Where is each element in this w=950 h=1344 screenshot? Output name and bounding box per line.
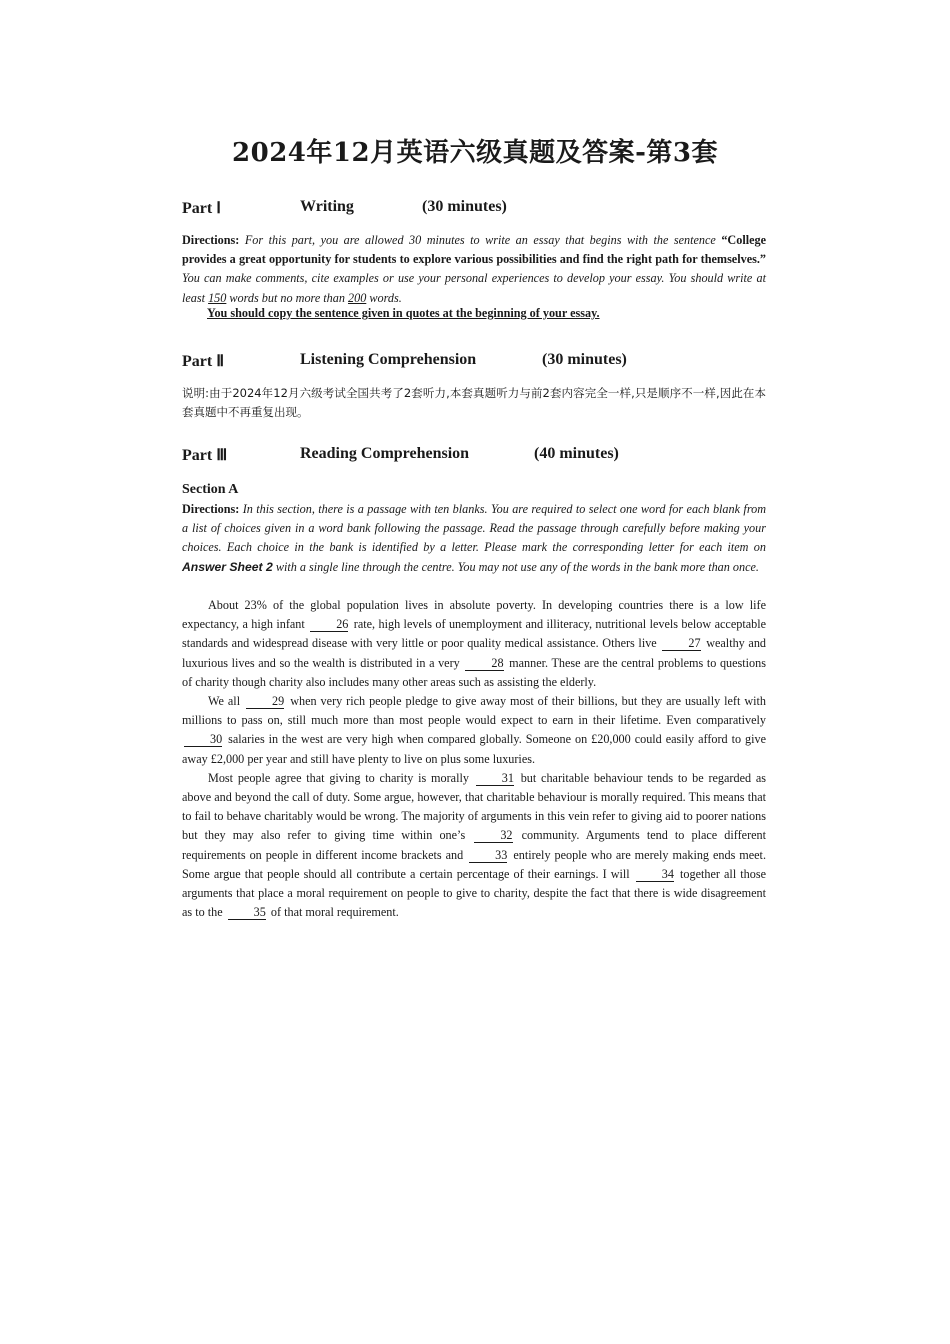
blank-34: 34 <box>636 868 674 882</box>
part-3-time: (40 minutes) <box>534 445 619 462</box>
part-2-time: (30 minutes) <box>542 351 627 368</box>
passage-text: of that moral requirement. <box>270 905 399 920</box>
page-title: 2024年12月英语六级真题及答案-第3套 <box>232 138 718 168</box>
blank-28: 28 <box>465 657 503 671</box>
part-1-name: Writing <box>300 198 354 215</box>
directions-text: In this section, there is a passage with ten blanks. You are required to select one word for each blank from a list of choices given in a word bank following the passage. Read the passage through carefully before making your choices. Each choice in the bank is identified by a letter. Please mark the corresponding letter for each item on <box>182 502 767 555</box>
part-3-label: Part Ⅲ <box>182 447 228 464</box>
directions-text-between: words but no more than <box>229 290 345 305</box>
blank-33: 33 <box>469 849 507 863</box>
passage-text: We all <box>208 694 241 709</box>
passage-paragraph <box>182 769 766 923</box>
part-1-heading <box>182 198 782 222</box>
blank-31: 31 <box>476 772 514 786</box>
passage-text: manner. These are the central problems to questions of charity though charity also includes many other areas such as assisting the elderly. <box>182 655 766 689</box>
passage-text: Most people agree that giving to charity is morally <box>208 770 469 785</box>
part-1-time: (30 minutes) <box>422 198 507 215</box>
directions-text-mid: You can make comments, cite examples or use your personal experiences to develop your essay. You should write at least <box>182 271 766 305</box>
passage-text: About 23% of the global population lives in absolute poverty. In developing countries there is a low life expectancy, a high infant <box>182 598 766 632</box>
passage-text: together all those arguments that place a moral requirement on people to give to charity, despite the fact that there is wide disagreement as to the <box>182 866 767 920</box>
max-words: 200 <box>348 290 367 305</box>
directions-text: For this part, you are allowed 30 minutes to write an essay that begins with the sentence <box>244 233 716 247</box>
passage-text: wealthy and luxurious lives and so the wealth is distributed in a very <box>182 636 766 670</box>
part-3-name: Reading Comprehension <box>300 445 470 462</box>
copy-note: You should copy the sentence given in quotes at the beginning of your essay. <box>207 306 600 320</box>
passage-paragraph <box>182 596 766 692</box>
reading-passage <box>182 596 766 922</box>
part-3-heading <box>182 445 782 469</box>
passage-text: rate, high levels of unemployment and illiteracy, nutritional levels below acceptable standards and widespread disease with very little or poor quality medical assistance. Others live <box>182 617 767 651</box>
blank-30: 30 <box>184 733 222 747</box>
passage-text: entirely people who are merely making ends meet. Some argue that people should all contribute a certain percentage of their earnings. I will <box>182 847 766 881</box>
directions-label: Directions: <box>182 502 240 516</box>
answer-sheet-label: Answer Sheet 2 <box>182 559 273 574</box>
part-2-label: Part Ⅱ <box>182 353 225 370</box>
directions-quote: “College provides a great opportunity for students to explore various possibilities and find the right path for themselves.” <box>182 233 767 267</box>
part-1-label: Part Ⅰ <box>182 200 221 217</box>
blank-26: 26 <box>310 618 348 632</box>
part-2-heading <box>182 351 782 375</box>
part-1-directions <box>182 231 766 308</box>
passage-text: salaries in the west are very high when compared globally. Someone on £20,000 could easily afford to give away £2,000 per year and still have plenty to live on plus some luxuries. <box>182 732 766 766</box>
part-2-name: Listening Comprehension <box>300 351 477 368</box>
section-a-directions <box>182 500 766 577</box>
directions-text-end: words. <box>369 290 402 305</box>
directions-text-end: with a single line through the centre. You may not use any of the words in the bank more than once. <box>275 559 759 574</box>
blank-29: 29 <box>246 695 284 709</box>
min-words: 150 <box>208 290 227 305</box>
blank-32: 32 <box>474 829 512 843</box>
blank-35: 35 <box>228 906 266 920</box>
passage-paragraph <box>182 692 766 769</box>
passage-text: community. Arguments tend to place different requirements on people in different income brackets and <box>182 828 767 862</box>
passage-text: when very rich people pledge to give away most of their billions, but they are usually left with millions to pass on, still much more than most people would expect to earn in their lifetime. Even comparatively <box>182 694 767 728</box>
passage-text: but charitable behaviour tends to be regarded as above and beyond the call of duty. Some argue, however, that charitable behaviour is morally required. This means that to fail to behave charitably would be wrong. The majority of arguments in this vein refer to giving aid to poorer nations but they may also refer to giving time within one’s <box>182 770 767 843</box>
section-a-heading: Section A <box>182 482 239 497</box>
blank-27: 27 <box>662 637 700 651</box>
directions-label: Directions: <box>182 233 240 247</box>
listening-note: 说明:由于2024年12月六级考试全国共考了2套听力,本套真题听力与前2套内容完全一样,只是顺序不一样,因此在本套真题中不再重复出现。 <box>182 386 766 419</box>
